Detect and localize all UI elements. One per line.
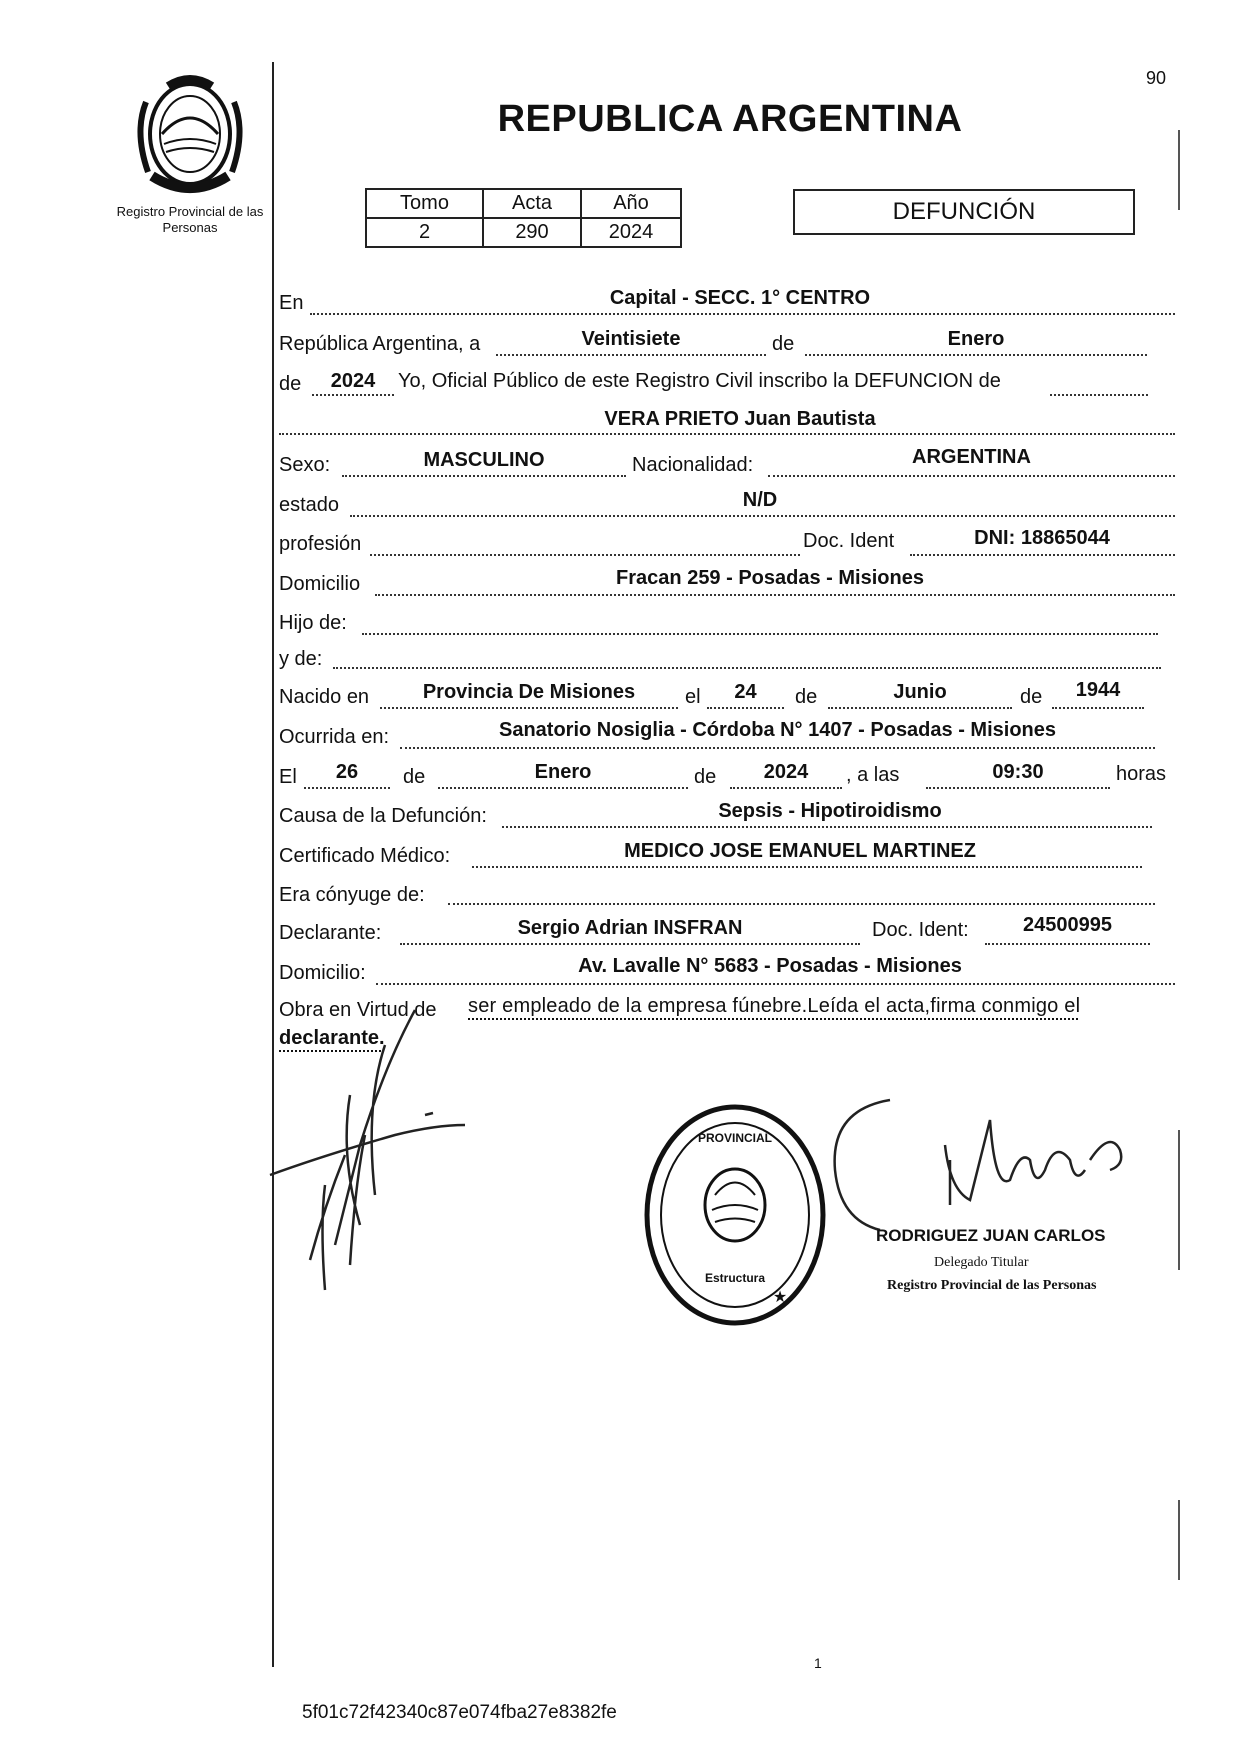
label-a-las: , a las — [846, 764, 900, 786]
label-horas: horas — [1116, 763, 1167, 785]
cause-value: Sepsis - Hipotiroidismo — [718, 800, 942, 822]
label-hijo-de: Hijo de: — [279, 612, 347, 634]
label-domicilio-declarante: Domicilio: — [279, 962, 366, 984]
deceased-name-value: VERA PRIETO Juan Bautista — [604, 408, 876, 430]
label-de: de — [1020, 686, 1043, 708]
dotted-line — [312, 394, 394, 396]
label-republica: República Argentina, a — [279, 333, 481, 355]
svg-text:PROVINCIAL: PROVINCIAL — [697, 1131, 773, 1145]
reason-line-1: ser empleado de la empresa fúnebre.Leída el acta,firma conmigo el — [468, 995, 1081, 1017]
doctor-value: MEDICO JOSE EMANUEL MARTINEZ — [624, 840, 976, 862]
logo-caption: Registro Provincial de las Personas — [116, 204, 264, 235]
scan-edge-mark — [1178, 130, 1180, 210]
dotted-line — [310, 313, 1175, 315]
dotted-line — [805, 354, 1147, 356]
document-hash: 5f01c72f42340c87e074fba27e8382fe — [302, 1702, 617, 1723]
official-name: RODRIGUEZ JUAN CARLOS — [876, 1226, 1106, 1245]
registry-seal-icon — [640, 1100, 830, 1330]
label-causa: Causa de la Defunción: — [279, 805, 487, 827]
official-organization: Registro Provincial de las Personas — [887, 1278, 1097, 1293]
death-month-value: Enero — [534, 761, 592, 783]
label-obra: Obra en Virtud de — [279, 999, 437, 1021]
birth-year-value: 1944 — [1075, 679, 1121, 701]
dotted-line — [376, 983, 1175, 985]
dotted-line — [707, 707, 784, 709]
month-value: Enero — [947, 328, 1005, 350]
death-day-value: 26 — [335, 761, 359, 783]
dotted-line — [400, 943, 860, 945]
dotted-line — [768, 475, 1175, 477]
footer-mark: 1 — [814, 1655, 822, 1671]
dotted-line — [910, 554, 1175, 556]
label-certificado: Certificado Médico: — [279, 845, 451, 867]
label-de: de — [694, 766, 717, 788]
declarant-doc-value: 24500995 — [1023, 914, 1112, 936]
label-en: En — [279, 292, 304, 314]
left-margin-line — [272, 62, 274, 1667]
dotted-line — [448, 903, 1155, 905]
dotted-line — [1052, 707, 1144, 709]
svg-text:Estructura: Estructura — [704, 1271, 766, 1285]
tomo-header: Tomo — [366, 189, 483, 218]
page-title: REPUBLICA ARGENTINA — [497, 98, 963, 140]
dotted-line — [472, 866, 1142, 868]
dotted-line — [730, 787, 842, 789]
dotted-line — [375, 594, 1175, 596]
scan-edge-mark — [1178, 1130, 1180, 1270]
declarant-name-value: Sergio Adrian INSFRAN — [517, 917, 743, 939]
registry-table — [365, 188, 682, 248]
dotted-line — [1050, 394, 1148, 396]
death-hour-value: 09:30 — [992, 761, 1044, 783]
label-nacido-en: Nacido en — [279, 686, 370, 708]
label-de: de — [795, 686, 818, 708]
label-conyuge: Era cónyuge de: — [279, 884, 425, 906]
label-estado: estado — [279, 494, 340, 516]
label-declarante: Declarante: — [279, 922, 382, 944]
label-doc-ident: Doc. Ident — [803, 530, 895, 552]
dotted-line — [400, 747, 1155, 749]
label-profesion: profesión — [279, 533, 362, 555]
label-el: el — [685, 686, 701, 708]
declarant-signature-icon — [265, 1005, 480, 1295]
svg-text:★: ★ — [772, 1287, 788, 1306]
page-number: 90 — [1146, 68, 1167, 88]
label-sexo: Sexo: — [279, 454, 331, 476]
official-role: Delegado Titular — [934, 1255, 1029, 1270]
label-doc-ident-declarante: Doc. Ident: — [872, 919, 969, 941]
anio-value: 2024 — [581, 218, 681, 247]
dotted-line — [350, 515, 1175, 517]
acta-value: 290 — [483, 218, 581, 247]
birthplace-value: Provincia De Misiones — [422, 681, 636, 703]
reason-line-2: declarante. — [279, 1027, 385, 1049]
label-de: de — [279, 373, 302, 395]
dotted-line — [362, 633, 1158, 635]
dotted-line — [828, 707, 1012, 709]
official-signature-icon — [820, 1090, 1150, 1240]
dotted-line — [380, 707, 678, 709]
declarant-address-value: Av. Lavalle N° 5683 - Posadas - Misiones — [578, 955, 962, 977]
dotted-line — [985, 943, 1150, 945]
label-y-de: y de: — [279, 648, 323, 670]
tomo-value: 2 — [366, 218, 483, 247]
document-value: DNI: 18865044 — [974, 527, 1110, 549]
dotted-line — [370, 554, 800, 556]
birth-month-value: Junio — [893, 681, 947, 703]
dotted-line — [333, 667, 1161, 669]
dotted-line — [304, 787, 390, 789]
nationality-value: ARGENTINA — [912, 446, 1031, 468]
acta-header: Acta — [483, 189, 581, 218]
address-value: Fracan 259 - Posadas - Misiones — [616, 567, 924, 589]
label-de: de — [772, 333, 795, 355]
document-type-box: DEFUNCIÓN — [793, 189, 1135, 235]
dotted-line — [496, 354, 766, 356]
label-ocurrida-en: Ocurrida en: — [279, 726, 390, 748]
dotted-line — [502, 826, 1152, 828]
death-place-value: Sanatorio Nosiglia - Córdoba N° 1407 - Posadas - Misiones — [498, 719, 1056, 741]
day-text-value: Veintisiete — [581, 328, 681, 350]
dotted-line — [438, 787, 688, 789]
province-coat-of-arms-icon — [128, 72, 252, 200]
birth-day-value: 24 — [734, 681, 757, 703]
label-de: de — [403, 766, 426, 788]
anio-header: Año — [581, 189, 681, 218]
sex-value: MASCULINO — [423, 449, 545, 471]
place-value: Capital - SECC. 1° CENTRO — [609, 287, 871, 309]
death-year-value: 2024 — [763, 761, 809, 783]
label-domicilio: Domicilio — [279, 573, 361, 595]
dotted-line — [342, 475, 626, 477]
year-value: 2024 — [330, 370, 376, 392]
dotted-line — [279, 433, 1175, 435]
label-nacionalidad: Nacionalidad: — [632, 454, 754, 476]
civil-status-value: N/D — [742, 489, 778, 511]
label-yo: Yo, Oficial Público de este Registro Civil inscribo la DEFUNCION de — [398, 370, 1001, 392]
label-el-upper: El — [279, 766, 297, 788]
dotted-line — [926, 787, 1110, 789]
scan-edge-mark — [1178, 1500, 1180, 1580]
